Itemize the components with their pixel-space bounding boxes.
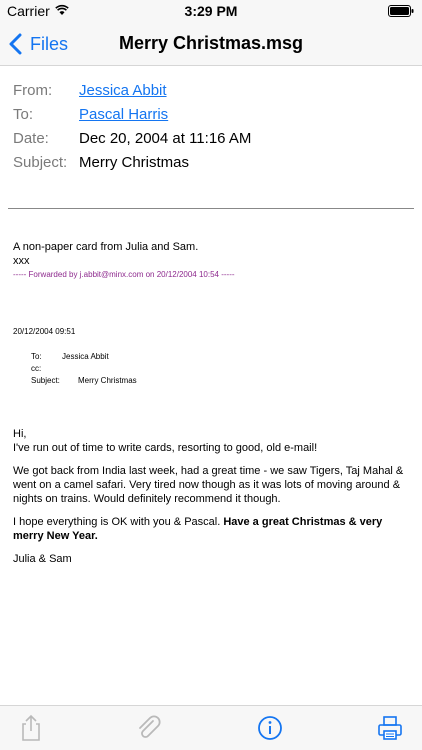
header-divider: [8, 208, 414, 209]
page-title: Merry Christmas.msg: [118, 33, 304, 53]
date-row: [13, 126, 413, 150]
body-paragraph-2: We got back from India last week, had a great time - we saw Tigers, Taj Mahal & went on a camel safari. Very tired now though as it was lots of moving around & nights on trains. Would definitely recommend it though.: [13, 465, 404, 505]
subject-value: Merry Christmas: [79, 153, 190, 171]
meta-to-row: [31, 350, 137, 362]
message-header: [13, 78, 413, 174]
from-row: [13, 78, 413, 102]
status-time: 3:29 PM: [184, 3, 238, 19]
share-icon[interactable]: [17, 714, 45, 742]
intro-line: A non-paper card from Julia and Sam.: [13, 241, 199, 253]
from-link[interactable]: Jessica Abbit: [79, 81, 167, 99]
chevron-left-icon: [8, 33, 24, 55]
from-label: From:: [13, 81, 53, 99]
body-paragraph-3-text: I hope everything is OK with you & Pascal.: [13, 516, 224, 528]
meta-to-label: To:: [31, 351, 42, 361]
meta-subject-row: [31, 374, 137, 386]
message-intro: [13, 240, 413, 281]
body-paragraph-3: [13, 515, 413, 543]
status-bar: [0, 0, 422, 22]
info-icon[interactable]: [256, 714, 284, 742]
bottom-toolbar: [0, 705, 422, 750]
attachment-icon[interactable]: [135, 714, 163, 742]
meta-subject-label: Subject:: [31, 375, 60, 385]
back-button[interactable]: [8, 22, 68, 66]
battery-icon: [388, 5, 414, 17]
signoff: Julia & Sam: [13, 553, 72, 565]
meta-to-value: Jessica Abbit: [62, 351, 109, 361]
forwarded-line: ----- Forwarded by j.abbit@minx.com on 20/12/2004 10:54 -----: [13, 270, 235, 279]
back-button-label: Files: [30, 33, 69, 54]
subject-row: [13, 150, 413, 174]
intro-kisses: xxx: [13, 255, 30, 267]
original-meta: [31, 350, 137, 386]
body-line-1: I've run out of time to write cards, resorting to good, old e-mail!: [13, 442, 318, 454]
print-icon[interactable]: [376, 714, 404, 742]
date-label: Date:: [13, 129, 49, 147]
original-date: 20/12/2004 09:51: [13, 327, 76, 336]
to-label: To:: [13, 105, 34, 123]
meta-cc-row: [31, 362, 137, 374]
meta-cc-label: cc:: [31, 363, 42, 373]
navigation-bar: [0, 22, 422, 66]
meta-subject-value: Merry Christmas: [78, 375, 137, 385]
subject-label: Subject:: [13, 153, 68, 171]
message-body: [13, 427, 413, 575]
carrier-label: Carrier: [7, 3, 50, 19]
date-value: Dec 20, 2004 at 11:16 AM: [79, 129, 252, 147]
body-paragraph-3-bold: Have a great Christmas & very merry New Year.: [13, 516, 383, 542]
to-link[interactable]: Pascal Harris: [79, 105, 169, 123]
greeting: Hi,: [13, 428, 27, 440]
to-row: [13, 102, 413, 126]
